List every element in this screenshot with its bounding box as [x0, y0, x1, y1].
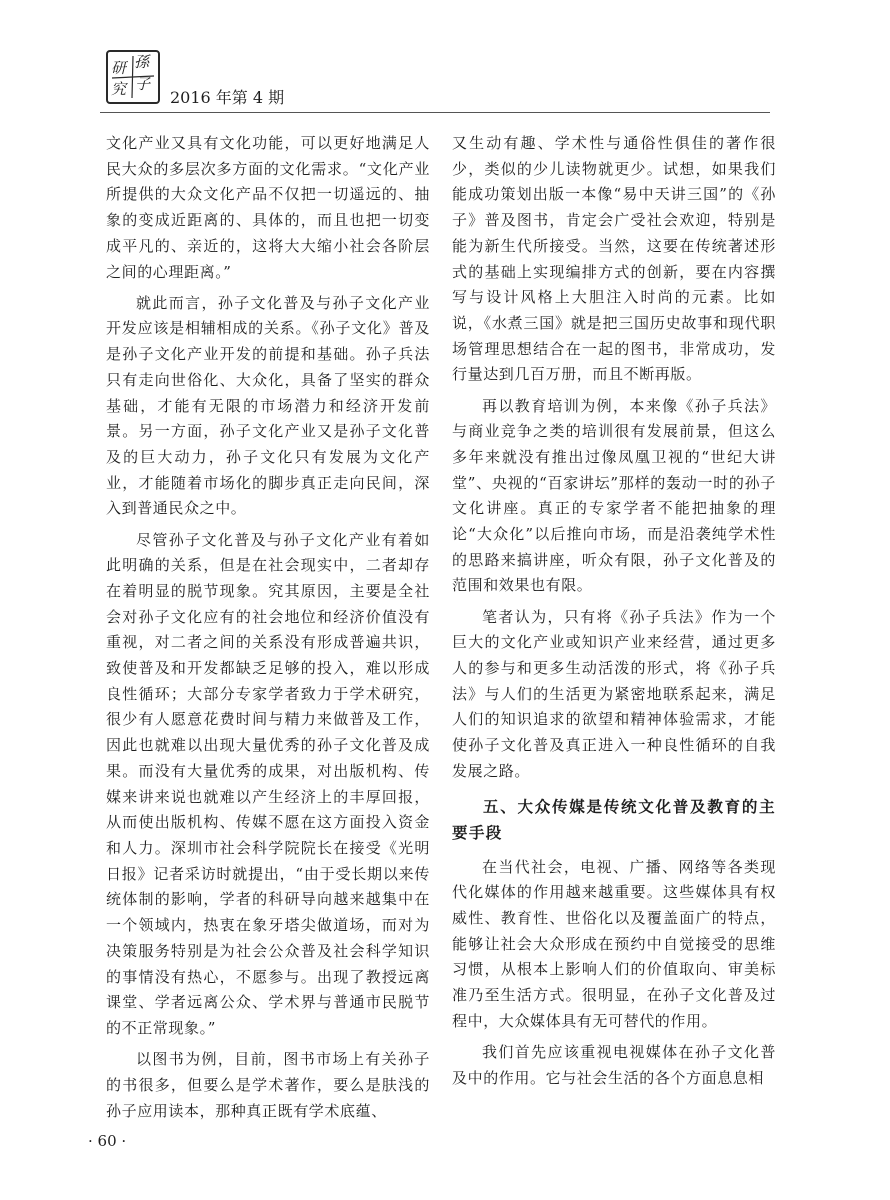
paragraph: 再以教育培训为例，本来像《孙子兵法》与商业竞争之类的培训很有发展前景，但这么多年来就没有推出过像凤凰卫视的“世纪大讲堂”、央视的“百家讲坛”那样的轰动一时的孙子文化讲座。真正的专家学者不能把抽象的理论“大众化”以后推向市场，而是沿袭纯学术性的思路来搞讲座，听众有限，孙子文化普及的范围和效果也有限。 [452, 396, 776, 595]
running-header [102, 46, 770, 112]
paragraph: 我们首先应该重视电视媒体在孙子文化普及中的作用。它与社会生活的各个方面息息相 [452, 1043, 776, 1087]
journal-logo [106, 50, 160, 104]
logo-char: 研 [111, 59, 127, 77]
paragraph: 笔者认为，只有将《孙子兵法》作为一个巨大的文化产业或知识产业来经营，通过更多人的参与和更多生动活泼的形式，将《孙子兵法》与人们的生活更为紧密地联系起来，满足人们的知识追求的欲望和精神体验需求，才能使孙子文化普及真正进入一种良性循环的自我发展之路。 [452, 607, 776, 780]
paragraph: 尽管孙子文化普及与孙子文化产业有着如此明确的关系，但是在社会现实中，二者却存在着明显的脱节现象。究其原因，主要是全社会对孙子文化应有的社会地位和经济价值没有重视，对二者之间的关系没有形成普遍共识，致使普及和开发都缺乏足够的投入，难以形成良性循环；大部分专家学者致力于学术研究，很少有人愿意花费时间与精力来做普及工作，因此也就难以出现大量优秀的孙子文化普及成果。而没有大量优秀的成果，对出版机构、传媒来讲来说也就难以产生经济上的丰厚回报，从而使出版机构、传媒不愿在这方面投入资金和人力。深圳市社会科学院院长在接受《光明日报》记者采访时就提出，“由于受长期以来传统体制的影响，学者的科研导向越来越集中在一个领域内，热衷在象牙塔尖做道场，而对为决策服务特别是为社会公众普及社会科学知识的事情没有热心，不愿参与。出现了教授远离课堂、学者远离公众、学术界与普通市民脱节的不正常现象。” [106, 530, 430, 1037]
right-column [452, 131, 776, 1091]
paragraph: 在当代社会，电视、广播、网络等各类现代化媒体的作用越来越重要。这些媒体具有权威性、教育性、世俗化以及覆盖面广的特点，能够让社会大众形成在预约中自觉接受的思维习惯，从根本上影响人们的价值取向、审美标准乃至生活方式。很明显，在孙子文化普及过程中，大众媒体具有无可替代的作用。 [452, 857, 776, 1030]
logo-char: 孫 [134, 53, 150, 71]
page-number: · 60 · [88, 1132, 127, 1150]
header-rule [100, 112, 770, 113]
issue-label: 2016 年第 4 期 [170, 88, 285, 107]
paragraph: 以图书为例，目前，图书市场上有关孙子的书很多，但要么是学术著作，要么是肤浅的孙子应用读本，那种真正既有学术底蕴、 [106, 1050, 430, 1120]
logo-char: 究 [111, 80, 127, 98]
paragraph: 文化产业又具有文化功能，可以更好地满足人民大众的多层次多方面的文化需求。“文化产业所提供的大众文化产品不仅把一切遥远的、抽象的变成近距离的、具体的，而且也把一切变成平凡的、亲近的，这将大大缩小社会各阶层之间的心理距离。” [106, 134, 430, 281]
paragraph: 又生动有趣、学术性与通俗性俱佳的著作很少，类似的少儿读物就更少。试想，如果我们能成功策划出版一本像“易中天讲三国”的《孙子》普及图书，肯定会广受社会欢迎，特别是能为新生代所接受。当然，这要在传统著述形式的基础上实现编排方式的创新，要在内容撰写与设计风格上大胆注入时尚的元素。比如说，《水煮三国》就是把三国历史故事和现代职场管理思想结合在一起的图书，非常成功，发行量达到几百万册，而且不断再版。 [452, 134, 776, 384]
paragraph: 就此而言，孙子文化普及与孙子文化产业开发应该是相辅相成的关系。《孙子文化》普及是孙子文化产业开发的前提和基础。孙子兵法只有走向世俗化、大众化，具备了坚实的群众基础，才能有无限的市场潜力和经济开发前景。另一方面，孙子文化产业又是孙子文化普及的巨大动力，孙子文化只有发展为文化产业，才能随着市场化的脚步真正走向民间，深入到普通民众之中。 [106, 293, 430, 518]
section-heading: 五、大众传媒是传统文化普及教育的主要手段 [452, 797, 776, 842]
left-column [106, 131, 430, 1124]
logo-char: 子 [135, 75, 151, 93]
